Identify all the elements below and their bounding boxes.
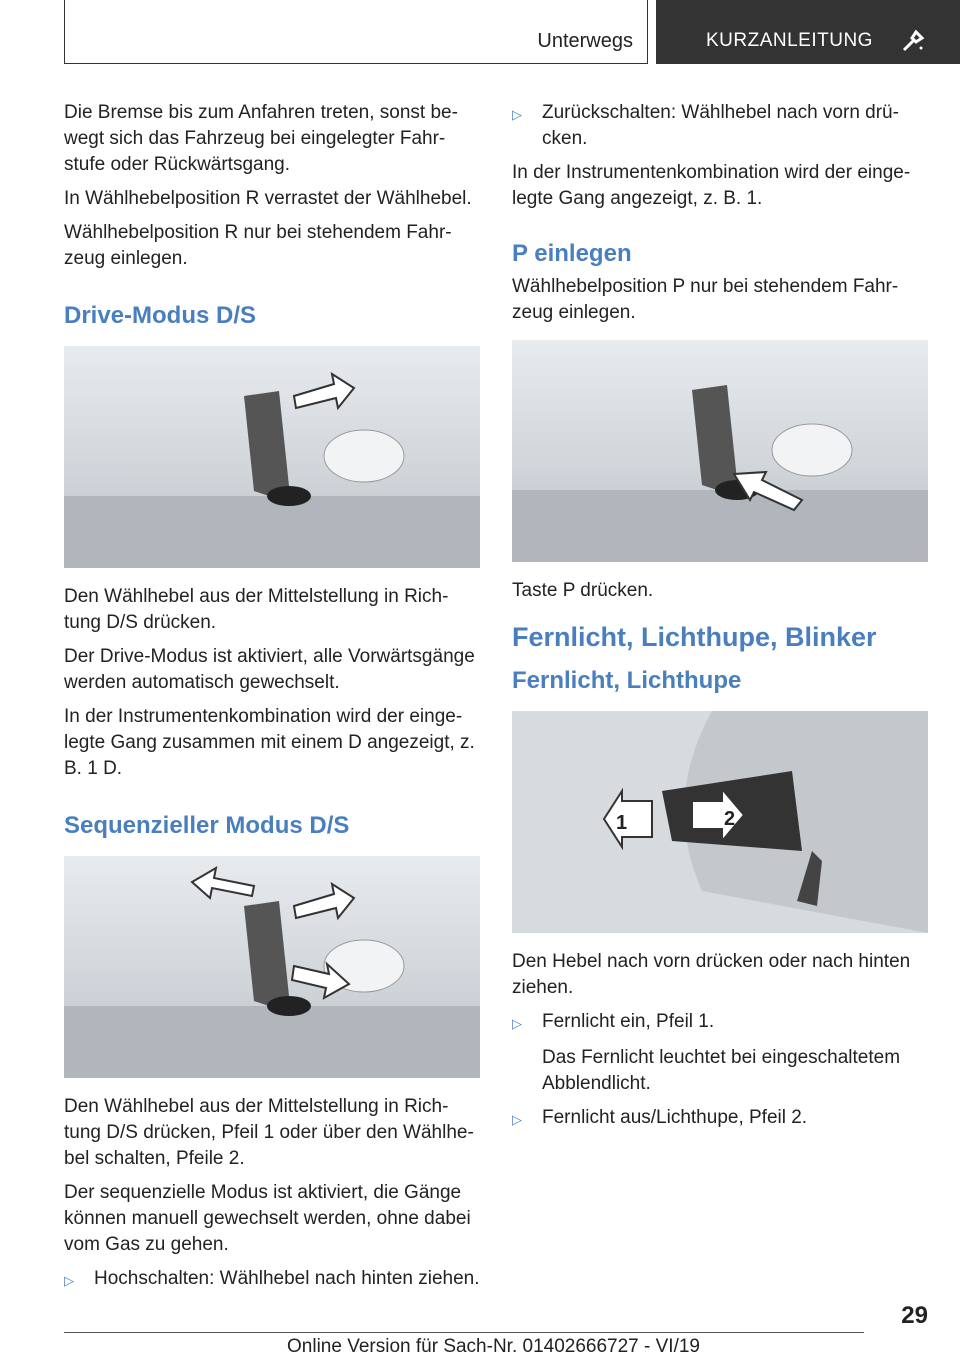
triangle-bullet-icon: ▷ [512,1112,522,1127]
list-item [512,100,928,152]
heading-drive-mode: Drive-Modus D/S [64,302,257,329]
figure-park-button [512,340,928,562]
gear-selector-illustration [64,856,480,1078]
footer-version-text: Online Version für Sach-Nr. 01402666727 - VI/19 [287,1336,700,1357]
header-section-label: Unterwegs [537,30,633,52]
arrow-label-1: 1 [616,812,628,834]
heading-fernlicht-lichthupe: Fernlicht, Lichthupe [512,667,742,694]
heading-sequential-mode: Sequenzieller Modus D/S [64,812,350,839]
paragraph: Den Hebel nach vorn drücken oder nach hinten ziehen. [512,951,911,998]
wrench-icon [900,28,926,54]
list-item-text: Zurückschalten: Wählhebel nach vorn drü‐ cken. [542,102,899,149]
gear-selector-illustration [64,346,480,568]
list-item-text: Hochschalten: Wählhebel nach hinten ziehen. [94,1268,480,1289]
list-item [512,1105,928,1133]
right-column [512,100,928,1141]
header-guide-tab [656,0,960,64]
paragraph: Den Wählhebel aus der Mittelstellung in Rich‐ tung D/S drücken, Pfeil 1 oder über den Wählhe‐ bel schalten, Pfeile 2. [64,1096,474,1169]
gear-selector-illustration [512,340,928,562]
lever-illustration [512,711,928,933]
footer-divider [64,1332,864,1333]
header-section-tab [64,0,648,64]
list-item [64,1266,480,1294]
paragraph: Den Wählhebel aus der Mittelstellung in Rich‐ tung D/S drücken. [64,586,449,633]
header-guide-label: KURZANLEITUNG [706,30,873,51]
paragraph: Wählhebelposition R nur bei stehendem Fahr‐ zeug einlegen. [64,222,452,269]
heading-fernlicht-blinker: Fernlicht, Lichthupe, Blinker [512,622,877,652]
triangle-bullet-icon: ▷ [64,1273,74,1288]
list-item-text: Fernlicht aus/Lichthupe, Pfeil 2. [542,1107,808,1128]
paragraph: Der Drive-Modus ist aktiviert, alle Vorwärtsgänge werden automatisch gewechselt. [64,646,475,693]
list-item [512,1009,928,1037]
list-item-subtext: Das Fernlicht leuchtet bei eingeschaltetem Abblendlicht. [542,1047,901,1094]
figure-sequential-mode [64,856,480,1078]
paragraph: Wählhebelposition P nur bei stehendem Fahr‐ zeug einlegen. [512,276,899,323]
paragraph: In der Instrumentenkombination wird der einge‐ legte Gang zusammen mit einem D angezeigt, z. B. 1 D. [64,706,475,779]
page-number: 29 [901,1302,928,1329]
list-item-text: Fernlicht ein, Pfeil 1. [542,1011,715,1032]
triangle-bullet-icon: ▷ [512,107,522,122]
paragraph: Die Bremse bis zum Anfahren treten, sonst be‐ wegt sich das Fahrzeug bei eingelegter Fahr‐ stufe oder Rückwärtsgang. [64,102,458,175]
paragraph: Der sequenzielle Modus ist aktiviert, die Gänge können manuell gewechselt werden, ohne dabei vom Gas zu gehen. [64,1182,471,1255]
paragraph: In Wählhebelposition R verrastet der Wählhebel. [64,188,472,209]
left-column [64,100,480,1302]
arrow-label-2: 2 [724,808,736,830]
figure-drive-mode [64,346,480,568]
triangle-bullet-icon: ▷ [512,1016,522,1031]
paragraph: In der Instrumentenkombination wird der einge‐ legte Gang angezeigt, z. B. 1. [512,162,911,209]
figure-lever [512,711,928,933]
paragraph: Taste P drücken. [512,580,654,601]
heading-p-einlegen: P einlegen [512,240,632,267]
